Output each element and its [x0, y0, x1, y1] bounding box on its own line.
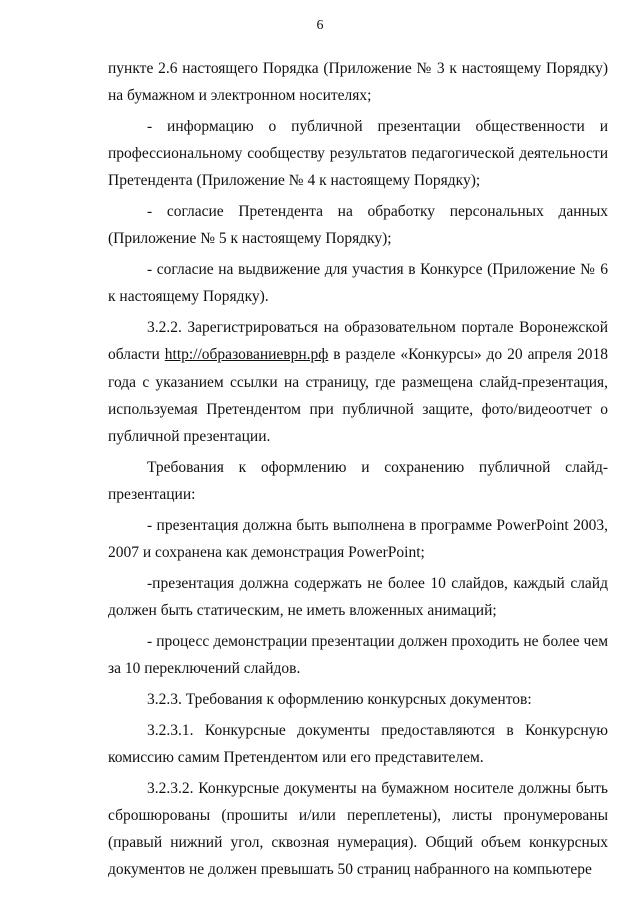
page-number: 6 — [316, 18, 324, 33]
paragraph-public-presentation-info: - информацию о публичной презентации общественности и профессиональному сообществу результатов педагогической деятельности Претендента (Приложение № 4 к настоящему Порядку); — [108, 118, 608, 190]
paragraph-3-2-3-2: 3.2.3.2. Конкурсные документы на бумажном носителе должны быть сброшюрованы (прошиты и/или переплетены), листы пронумерованы (правый нижний угол, сквозная нумерация). Общий объем конкурсных документов не должен превышать 50 страниц набранного на компьютере — [108, 779, 608, 879]
document-body — [108, 55, 608, 883]
paragraph-personal-data-consent: - согласие Претендента на обработку персональных данных (Приложение № 5 к настоящему Порядку); — [108, 203, 608, 248]
paragraph-slide-limit: -презентация должна содержать не более 10 слайдов, каждый слайд должен быть статическим, не иметь вложенных анимаций; — [108, 574, 608, 620]
paragraph-3-2-3-heading: 3.2.3. Требования к оформлению конкурсных документов: — [147, 690, 532, 708]
paragraph-3-2-3-1: 3.2.3.1. Конкурсные документы предоставляются в Конкурсную комиссию самим Претендентом или его представителем. — [108, 721, 608, 766]
registration-text-after: в разделе «Конкурсы» до 20 апреля 2018 года с указанием ссылки на страницу, где размещена слайд-презентация, используемая Претендентом при публичной защите, фото/видеоотчет о публичной презентации. — [108, 346, 608, 446]
paragraph-powerpoint-format: - презентация должна быть выполнена в программе PowerPoint 2003, 2007 и сохранена как демонстрация PowerPoint; — [108, 516, 608, 562]
registration-text-before: 3.2.2. Зарегистрироваться на образовательном портале Воронежской области — [108, 319, 608, 364]
paragraph-slide-switch-limit: - процесс демонстрации презентации должен проходить не более чем за 10 переключений слайдов. — [108, 632, 608, 678]
paragraph-attachment-3-continuation: пункте 2.6 настоящего Порядка (Приложение № 3 к настоящему Порядку) на бумажном и электронном носителях; — [108, 60, 608, 105]
paragraph-presentation-requirements-heading: Требования к оформлению и сохранению публичной слайд-презентации: — [108, 458, 608, 504]
portal-link[interactable]: http://образованиеврн.рф — [164, 346, 329, 364]
paragraph-nomination-consent: - согласие на выдвижение для участия в Конкурсе (Приложение № 6 к настоящему Порядку). — [108, 261, 608, 306]
paragraph-3-2-2-registration — [108, 314, 608, 450]
